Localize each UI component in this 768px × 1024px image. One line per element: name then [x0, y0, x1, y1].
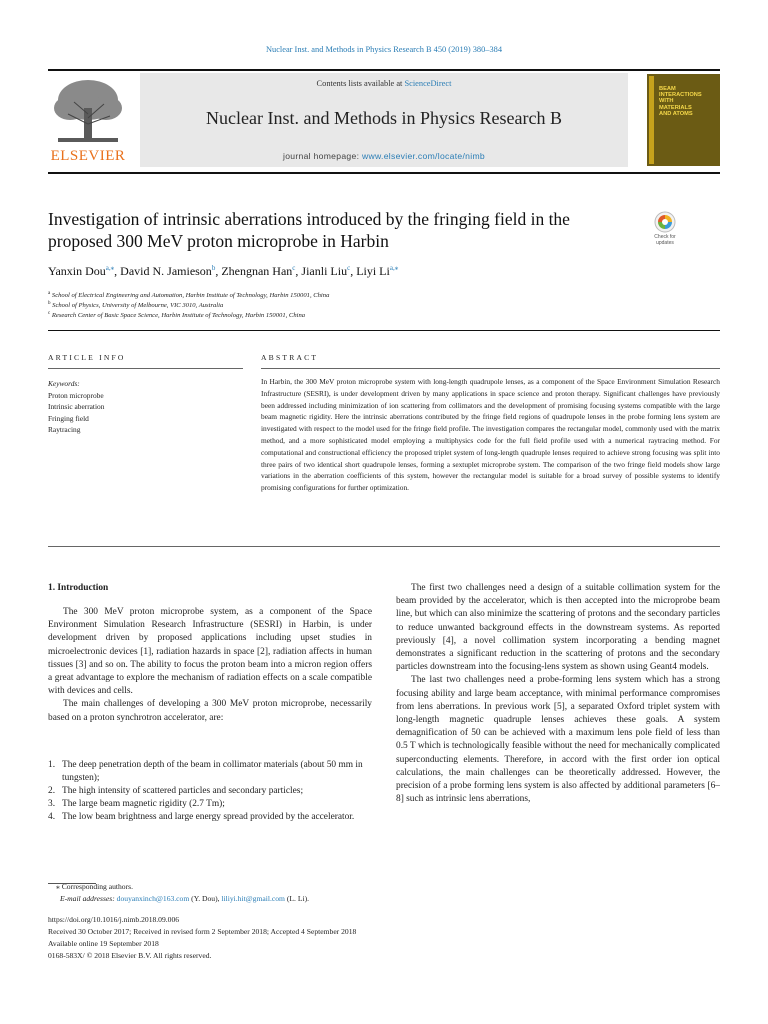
check-for-updates-label[interactable]: Check for updates [654, 234, 676, 246]
affiliation-c: $^c$ Research Center of Basic Space Science, Harbin Institute of Technology, Harbin 150001, China [48, 311, 306, 320]
homepage-link[interactable]: www.elsevier.com/locate/nimb [361, 151, 485, 161]
paragraph: The 300 MeV proton microprobe system, as a component of the Space Environment Simulation Research Infrastructure (SESRI) in Harbin, is under development driven by proposed applications including upset studies in microelectronic devices [1], radiation hazards in space [2], radiation affects in human tissues [3] and so on. The ability to focus the proton beam into a micron region offers a great advantage to explore the mechanism of radiation effects on a scale compatible with devices and cells. [48, 607, 372, 697]
author-name[interactable]: Yanxin Dou [48, 264, 106, 278]
paragraph: The first two challenges need a design of a suitable collimation system for the beam provided by the accelerator, which is then accepted into the microprobe beam line, but which can also minimize the scattering of protons and the secondary particles to reduce unwanted background effects in the downstream systems. As reported previously [4], a novel collimation system incorporating a bending magnet demonstrates a significant reduction in the scattering of protons and the secondary particles downstream into the focusing-lens system as shown using Geant4 models. [396, 583, 720, 673]
online-date: Available online 19 September 2018 [48, 939, 159, 948]
article-title [48, 208, 638, 252]
list-item: 4. The low beam brightness and large energy spread provided by the accelerator. [48, 812, 355, 822]
paragraph: The last two challenges need a probe-forming lens system which has a strong focusing ability and large beam acceptance, with minimal performance compromises from lens aberrations. In previous work [5], a separated Oxford triplet system with long-length magnetic quadruple lenses achieves these goals. A system demagnification of 50 can be achieved with a maximum lens pole field of less than 0.5 T which is technologically feasible without the need for mechanically complicated superconducting elements. Therefore, in accord with the first order ion optical calculations, the main challenges can be theoretically addressed. However, the precision of a probe forming lens system is also affected by additional parameters [6–8] such as intrinsic lens aberrations, [396, 675, 720, 805]
list-item: 3. The large beam magnetic rigidity (2.7 Tm); [48, 799, 225, 809]
journal-homepage [140, 151, 628, 161]
author-sup[interactable]: c [292, 264, 296, 272]
article-info-heading: ARTICLE INFO [48, 353, 126, 362]
list-item: 1. The deep penetration depth of the beam in collimator materials (about 50 mm in tungsten); [48, 760, 363, 784]
keyword: Fringing field [48, 413, 89, 423]
sciencedirect-link[interactable]: ScienceDirect [404, 79, 452, 88]
email-link[interactable]: liliyi.hit@gmail.com [221, 894, 285, 903]
received-dates: Received 30 October 2017; Received in revised form 2 September 2018; Accepted 4 September 2018 [48, 927, 357, 936]
author-name[interactable]: Zhengnan Han [221, 264, 293, 278]
doi-link[interactable]: https://doi.org/10.1016/j.nimb.2018.09.006 [48, 915, 180, 924]
contents-line [140, 79, 628, 88]
author-sup[interactable]: b [211, 264, 216, 272]
top-rule [48, 69, 720, 71]
paragraph: The main challenges of developing a 300 MeV proton microprobe, necessarily based on a proton synchrotron accelerator, are: [48, 699, 372, 723]
journal-title: Nuclear Inst. and Methods in Physics Research B [206, 108, 562, 128]
keyword: Proton microprobe [48, 390, 104, 400]
elsevier-wordmark: ELSEVIER [50, 148, 126, 164]
copyright: 0168-583X/ © 2018 Elsevier B.V. All rights reserved. [48, 951, 212, 960]
author-sup[interactable]: a,⁎ [105, 264, 115, 272]
section-heading-introduction: 1. Introduction [48, 583, 109, 593]
journal-cover-text: BEAM INTERACTIONS WITH MATERIALS AND ATOMS [659, 86, 702, 117]
journal-cover-stripe [649, 76, 654, 164]
author-sup[interactable]: a,⁎ [389, 264, 399, 272]
keyword: Intrinsic aberration [48, 402, 105, 411]
keyword: Raytracing [48, 425, 81, 434]
title-block-rule [48, 330, 720, 331]
abstract-text: In Harbin, the 300 MeV proton microprobe system with long-length quadrupole lenses, as a component of the Space Environment Simulation Research Infrastructure (SESRI), is under development driven by many applications in space science and proton therapy. Significant challenges have previously been addressed including minimization of ion scattering from collimators and the development of promising focusing systems compatible with the large beam magnetic rigidity. Here the intrinsic aberrations contributed by the fringe field regions of quadrupole lenses in the probe forming lens system are investigated with respect to the model used for the fringe field profile. The investigation compares the rectangular model, commonly used with the matrix method, and a more sophisticated model employing a multiphysics code for the full field profile used with a numerical raytracing method. For computational and constructional efficiency the proposed triplet system of long-length quadruple lenses required to achieve strong focusing was split into three pairs of two identical short quadrupole lenses, forming a sextuplet microprobe system. The comparison of the two fringe field models show large variations in the aberration coefficients of this system, however the rectangular model is suitable for a broad survey of possible systems to identify promising configurations for further optimization. [261, 377, 720, 493]
journal-reference[interactable]: Nuclear Inst. and Methods in Physics Research B 450 (2019) 380–384 [265, 45, 503, 54]
keywords-label: Keywords: [48, 379, 80, 388]
left-column-text [48, 606, 372, 725]
keywords-block [48, 378, 104, 436]
right-column-text [396, 582, 720, 806]
homepage-prefix: journal homepage: [282, 151, 362, 161]
author-name[interactable]: Jianli Liu [301, 264, 348, 278]
article-info-rule [48, 368, 243, 369]
abstract-rule [261, 368, 720, 369]
author-name[interactable]: David N. Jamieson [120, 264, 212, 278]
affiliation-b: $^b$ School of Physics, University of Melbourne, VIC 3010, Australia [48, 301, 224, 310]
corresponding-note: ⁎ Corresponding authors. [56, 882, 133, 891]
list-item: 2. The high intensity of scattered particles and secondary particles; [48, 786, 304, 796]
author-name[interactable]: Liyi Li [356, 264, 390, 278]
abstract-heading: ABSTRACT [261, 353, 319, 362]
email-note: E-mail addresses: douyanxinch@163.com (Y. Dou), liliyi.hit@gmail.com (L. Li). [48, 893, 309, 904]
author-list: Yanxin Dou$^{a,⁎}$, David N. Jamieson$^b$, Zhengnan Han$^c$, Jianli Liu$^c$, Liyi $Li^{a,⁎}$ [48, 264, 399, 278]
header-bottom-rule [48, 172, 720, 174]
contents-prefix: Contents lists available at [316, 79, 405, 88]
affiliation-a: $^a$ School of Electrical Engineering and Automation, Harbin Institute of Technology, Harbin 150001, China [48, 291, 330, 300]
author-sup[interactable]: c [347, 264, 351, 272]
title-line-2: proposed 300 MeV proton microprobe in Harbin [48, 231, 389, 251]
title-line-1: Investigation of intrinsic aberrations introduced by the fringing field in the [48, 209, 570, 229]
email-label: E-mail addresses: [60, 894, 115, 903]
email-link[interactable]: douyanxinch@163.com [116, 894, 190, 903]
abstract-bottom-rule [48, 546, 720, 547]
